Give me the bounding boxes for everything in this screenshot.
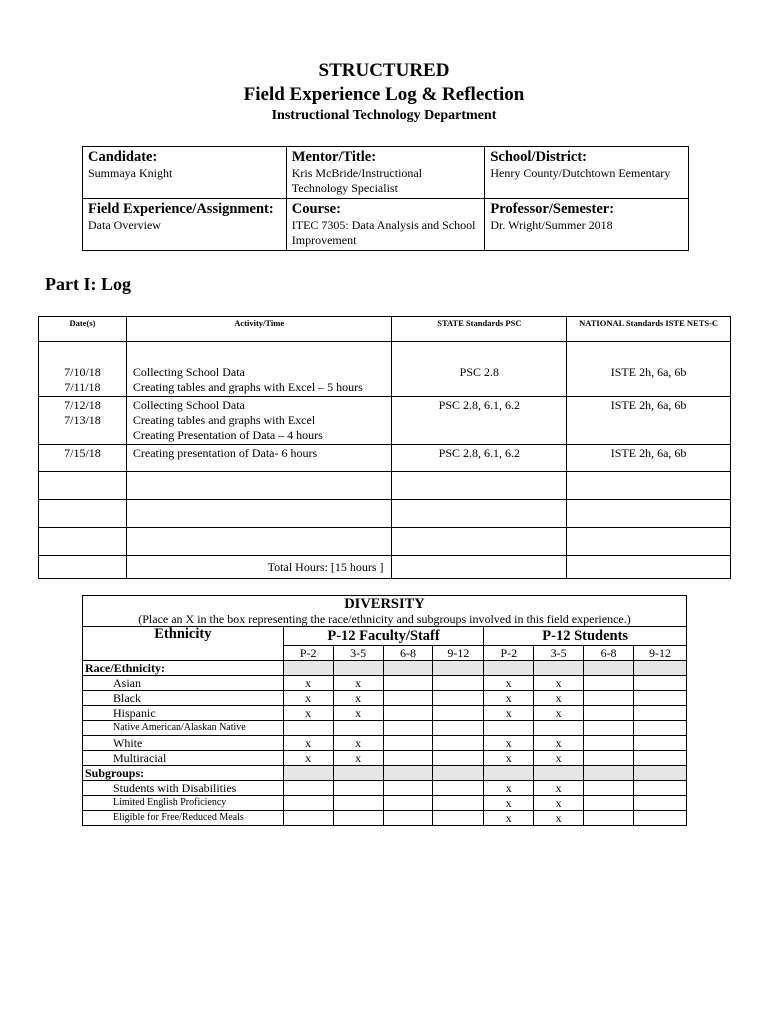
diversity-mark-cell — [333, 811, 383, 826]
log-state: PSC 2.8, 6.1, 6.2 — [392, 445, 567, 472]
diversity-mark-cell — [634, 796, 687, 811]
log-empty-row — [39, 500, 731, 528]
log-activity: Collecting School Data Creating tables and graphs with Excel – 5 hours — [126, 364, 392, 397]
diversity-row-label: Black — [83, 691, 284, 706]
diversity-mark-cell — [383, 751, 433, 766]
school-value: Henry County/Dutchtown Eementary — [490, 166, 671, 180]
diversity-mark-cell — [433, 691, 484, 706]
diversity-row-label: White — [83, 736, 284, 751]
diversity-mark-cell — [634, 781, 687, 796]
race-section-label: Race/Ethnicity: — [83, 661, 284, 676]
diversity-mark-cell — [433, 676, 484, 691]
diversity-mark-cell: x — [484, 691, 534, 706]
log-national: ISTE 2h, 6a, 6b — [567, 397, 731, 445]
diversity-mark-cell: x — [283, 706, 333, 721]
mentor-cell — [286, 147, 485, 199]
diversity-row-label: Eligible for Free/Reduced Meals — [83, 811, 284, 826]
students-header: P-12 Students — [484, 627, 687, 646]
mentor-label: Mentor/Title: — [291, 149, 377, 165]
log-row — [39, 364, 731, 397]
candidate-label: Candidate: — [88, 149, 158, 165]
diversity-mark-cell — [584, 721, 634, 736]
diversity-mark-cell — [584, 691, 634, 706]
grade-header: 9-12 — [634, 646, 687, 661]
diversity-instructions: (Place an X in the box representing the race/ethnicity and subgroups involved in this field experience.) — [83, 612, 687, 627]
course-label: Course: — [291, 201, 341, 217]
log-dates: 7/10/18 7/11/18 — [39, 364, 127, 397]
diversity-mark-cell: x — [333, 676, 383, 691]
diversity-row-label: Native American/Alaskan Native — [83, 721, 284, 736]
professor-cell — [485, 199, 689, 251]
diversity-mark-cell: x — [333, 706, 383, 721]
grade-header: P-2 — [484, 646, 534, 661]
part1-heading: Part I: Log — [45, 274, 131, 294]
diversity-row — [83, 676, 687, 691]
diversity-mark-cell — [283, 721, 333, 736]
diversity-mark-cell — [383, 721, 433, 736]
diversity-mark-cell — [283, 811, 333, 826]
diversity-mark-cell — [584, 751, 634, 766]
diversity-mark-cell — [333, 796, 383, 811]
log-dates: 7/12/18 7/13/18 — [39, 397, 127, 445]
diversity-mark-cell: x — [534, 691, 584, 706]
diversity-mark-cell: x — [283, 751, 333, 766]
diversity-mark-cell: x — [484, 811, 534, 826]
log-spacer-row — [39, 342, 731, 365]
diversity-title: DIVERSITY — [83, 596, 687, 613]
school-cell — [485, 147, 689, 199]
diversity-mark-cell — [383, 796, 433, 811]
diversity-mark-cell: x — [534, 736, 584, 751]
log-header-state: STATE Standards PSC — [392, 317, 567, 342]
diversity-mark-cell — [634, 811, 687, 826]
diversity-mark-cell — [433, 721, 484, 736]
diversity-mark-cell — [634, 691, 687, 706]
assignment-cell — [83, 199, 287, 251]
diversity-mark-cell: x — [283, 736, 333, 751]
diversity-row — [83, 811, 687, 826]
document-subtitle: Field Experience Log & Reflection — [243, 84, 525, 105]
diversity-mark-cell — [383, 691, 433, 706]
diversity-row — [83, 721, 687, 736]
diversity-row-label: Asian — [83, 676, 284, 691]
diversity-mark-cell — [433, 706, 484, 721]
course-value: ITEC 7305: Data Analysis and School Improvement — [291, 218, 476, 247]
log-row — [39, 445, 731, 472]
diversity-mark-cell: x — [534, 781, 584, 796]
log-table — [38, 316, 731, 579]
diversity-mark-cell: x — [534, 796, 584, 811]
diversity-mark-cell — [584, 706, 634, 721]
assignment-value: Data Overview — [88, 218, 161, 232]
grade-header: 3-5 — [534, 646, 584, 661]
diversity-mark-cell: x — [534, 676, 584, 691]
subgroups-section-label: Subgroups: — [83, 766, 284, 781]
diversity-row — [83, 736, 687, 751]
professor-label: Professor/Semester: — [490, 201, 615, 217]
diversity-mark-cell — [634, 676, 687, 691]
diversity-mark-cell — [333, 721, 383, 736]
log-total-row — [39, 556, 731, 579]
diversity-mark-cell — [634, 721, 687, 736]
diversity-mark-cell — [584, 736, 634, 751]
diversity-row — [83, 691, 687, 706]
diversity-mark-cell: x — [534, 706, 584, 721]
diversity-mark-cell — [433, 751, 484, 766]
diversity-mark-cell: x — [484, 676, 534, 691]
grade-header: 9-12 — [433, 646, 484, 661]
diversity-mark-cell — [433, 796, 484, 811]
assignment-label: Field Experience/Assignment: — [88, 201, 274, 217]
diversity-mark-cell: x — [283, 691, 333, 706]
diversity-mark-cell: x — [484, 706, 534, 721]
candidate-cell — [83, 147, 287, 199]
diversity-mark-cell — [283, 781, 333, 796]
diversity-mark-cell — [584, 796, 634, 811]
diversity-mark-cell — [634, 736, 687, 751]
mentor-value: Kris McBride/Instructional Technology Specialist — [291, 166, 423, 195]
diversity-mark-cell — [534, 721, 584, 736]
total-hours: Total Hours: [15 hours ] — [126, 556, 392, 579]
log-header-national: NATIONAL Standards ISTE NETS-C — [567, 317, 731, 342]
diversity-mark-cell: x — [534, 751, 584, 766]
diversity-mark-cell — [383, 736, 433, 751]
diversity-row-label: Hispanic — [83, 706, 284, 721]
diversity-mark-cell: x — [333, 736, 383, 751]
diversity-row — [83, 781, 687, 796]
diversity-row — [83, 796, 687, 811]
grade-header: 6-8 — [584, 646, 634, 661]
log-activity: Creating presentation of Data- 6 hours — [126, 445, 392, 472]
faculty-header: P-12 Faculty/Staff — [283, 627, 484, 646]
diversity-mark-cell — [634, 706, 687, 721]
log-dates: 7/15/18 — [39, 445, 127, 472]
document-title: STRUCTURED — [318, 60, 450, 81]
grade-header: 6-8 — [383, 646, 433, 661]
diversity-row-label: Students with Disabilities — [83, 781, 284, 796]
grade-header: P-2 — [283, 646, 333, 661]
log-national: ISTE 2h, 6a, 6b — [567, 445, 731, 472]
log-header-dates: Date(s) — [39, 317, 127, 342]
diversity-mark-cell: x — [484, 796, 534, 811]
diversity-mark-cell: x — [484, 736, 534, 751]
diversity-mark-cell — [333, 781, 383, 796]
school-label: School/District: — [490, 149, 587, 165]
diversity-mark-cell — [383, 811, 433, 826]
diversity-mark-cell: x — [333, 691, 383, 706]
diversity-mark-cell — [584, 781, 634, 796]
info-table — [82, 146, 689, 251]
diversity-row-label: Limited English Proficiency — [83, 796, 284, 811]
diversity-mark-cell — [484, 721, 534, 736]
diversity-mark-cell — [433, 781, 484, 796]
diversity-mark-cell — [584, 811, 634, 826]
diversity-mark-cell — [634, 751, 687, 766]
ethnicity-header: Ethnicity — [83, 627, 284, 661]
log-activity: Collecting School Data Creating tables and graphs with Excel Creating Presentation of Data – 4 hours — [126, 397, 392, 445]
log-header-activity: Activity/Time — [126, 317, 392, 342]
candidate-value: Summaya Knight — [88, 166, 173, 180]
log-empty-row — [39, 472, 731, 500]
diversity-mark-cell: x — [333, 751, 383, 766]
diversity-mark-cell: x — [484, 781, 534, 796]
log-national: ISTE 2h, 6a, 6b — [567, 364, 731, 397]
diversity-mark-cell — [433, 811, 484, 826]
diversity-mark-cell — [433, 736, 484, 751]
subgroup-rows — [83, 781, 687, 826]
diversity-row-label: Multiracial — [83, 751, 284, 766]
log-row — [39, 397, 731, 445]
diversity-mark-cell: x — [534, 811, 584, 826]
diversity-mark-cell — [383, 676, 433, 691]
diversity-mark-cell: x — [484, 751, 534, 766]
diversity-row — [83, 706, 687, 721]
grade-header: 3-5 — [333, 646, 383, 661]
log-empty-row — [39, 528, 731, 556]
diversity-mark-cell — [383, 781, 433, 796]
diversity-row — [83, 751, 687, 766]
race-rows — [83, 676, 687, 766]
department-name: Instructional Technology Department — [271, 108, 497, 123]
course-cell — [286, 199, 485, 251]
diversity-mark-cell: x — [283, 676, 333, 691]
diversity-mark-cell — [383, 706, 433, 721]
log-state: PSC 2.8 — [392, 364, 567, 397]
diversity-mark-cell — [584, 676, 634, 691]
log-state: PSC 2.8, 6.1, 6.2 — [392, 397, 567, 445]
diversity-mark-cell — [283, 796, 333, 811]
diversity-table — [82, 595, 687, 826]
professor-value: Dr. Wright/Summer 2018 — [490, 218, 613, 232]
